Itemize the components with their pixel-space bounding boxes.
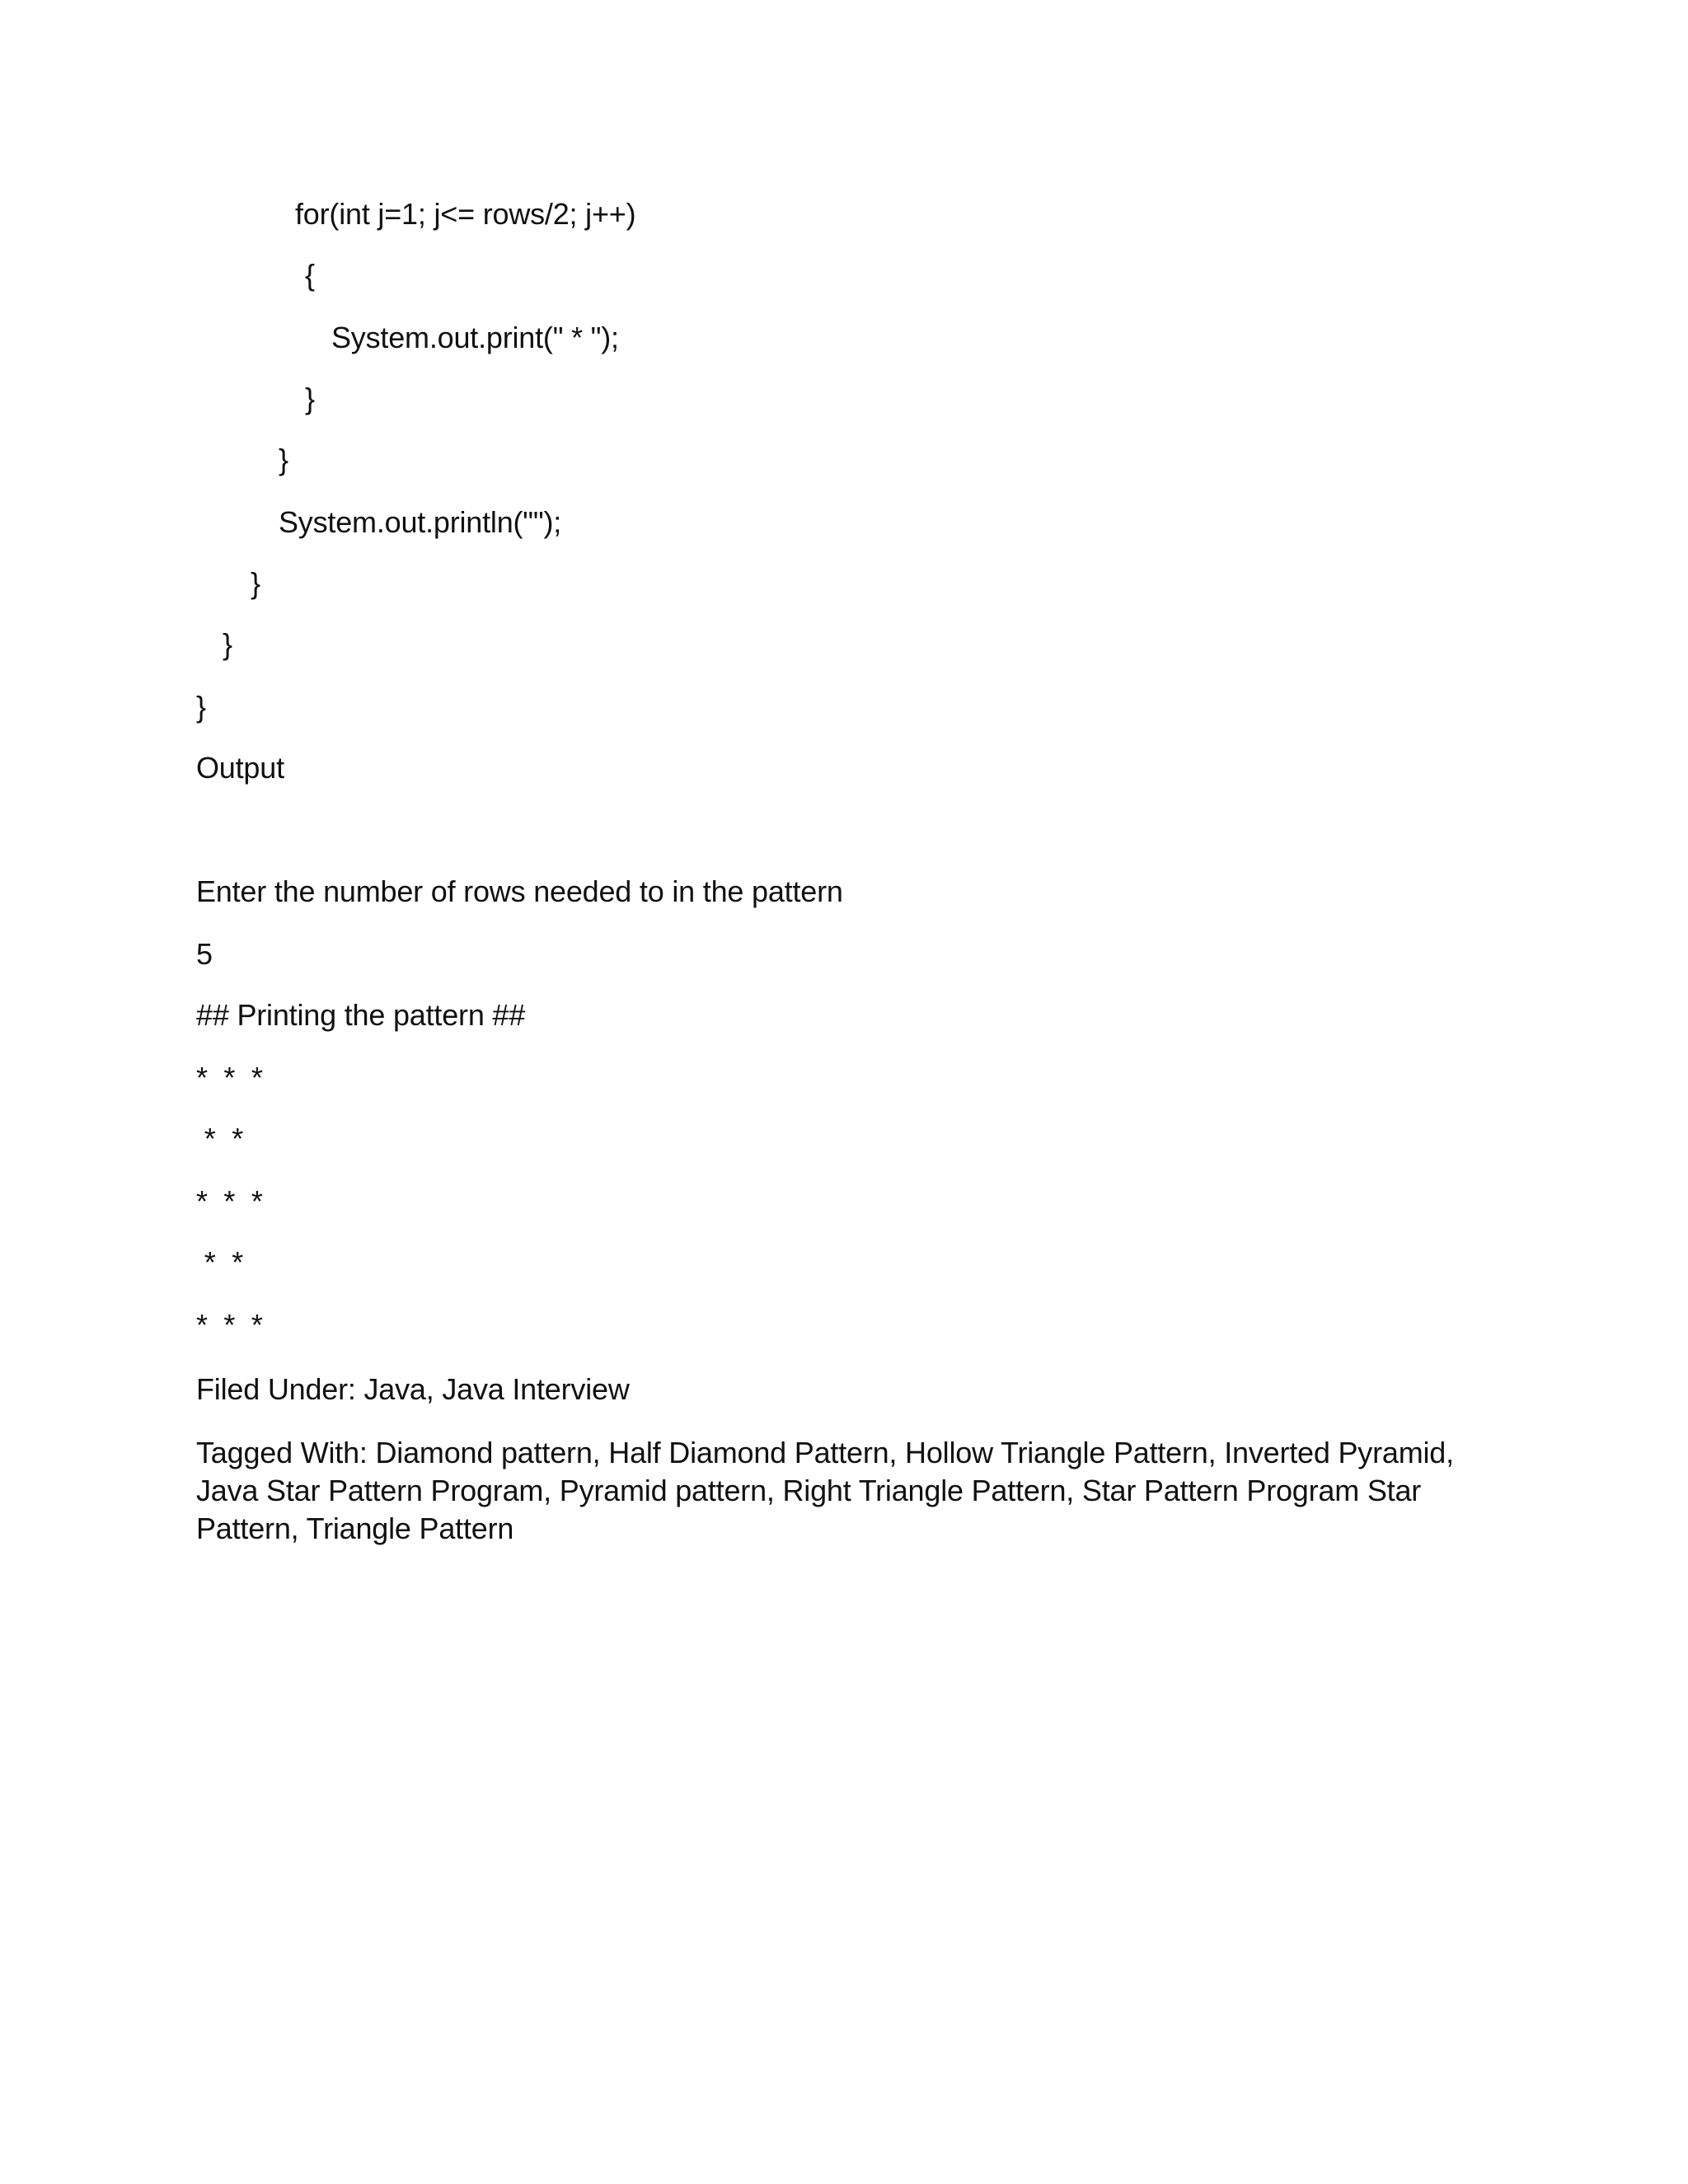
code-line-close-brace-block: } xyxy=(279,443,288,476)
output-pattern-row: * * xyxy=(196,1122,244,1155)
output-prompt-line: Enter the number of rows needed to in the pattern xyxy=(196,874,843,908)
output-pattern-row: * * xyxy=(196,1245,244,1279)
tagged-with-paragraph: Tagged With: Diamond pattern, Half Diamond Pattern, Hollow Triangle Pattern, Inverted Pyramid, Java Star Pattern Program, Pyramid pattern, Right Triangle Pattern, Star Pattern Program Star Pattern, Triangle Pattern xyxy=(196,1436,1454,1545)
code-line-for-loop: for(int j=1; j<= rows/2; j++) xyxy=(295,197,636,231)
code-line-println: System.out.println(""); xyxy=(279,505,562,539)
code-line-open-brace: { xyxy=(305,258,315,292)
output-pattern-row: * * * xyxy=(196,1308,263,1342)
output-banner-line: ## Printing the pattern ## xyxy=(196,998,526,1032)
output-heading: Output xyxy=(196,751,284,785)
code-line-close-brace-method: } xyxy=(223,627,232,661)
code-line-close-brace-loop: } xyxy=(251,566,260,600)
filed-under-line: Filed Under: Java, Java Interview xyxy=(196,1372,630,1406)
output-pattern-row: * * * xyxy=(196,1184,263,1218)
code-line-print-star: System.out.print(" * "); xyxy=(331,321,619,354)
output-input-value: 5 xyxy=(196,937,213,971)
code-line-close-brace-inner: } xyxy=(305,382,315,415)
code-line-close-brace-class: } xyxy=(196,690,206,724)
output-pattern-row: * * * xyxy=(196,1061,263,1094)
